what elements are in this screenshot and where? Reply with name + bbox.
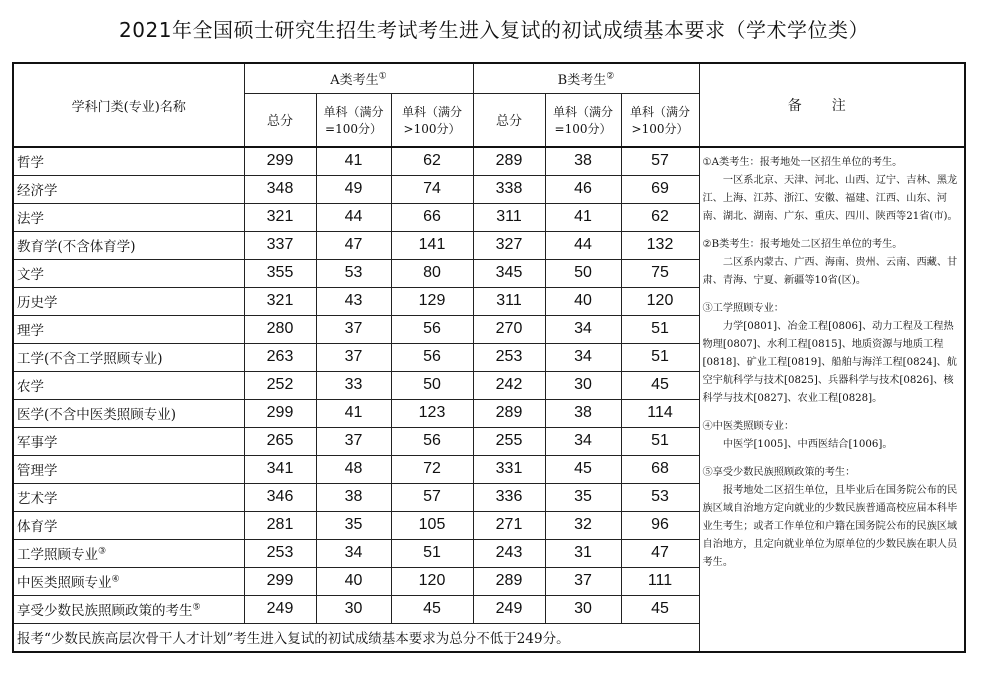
score-cell-a-total: 321 [244, 203, 316, 231]
score-cell-b-sgt: 120 [621, 287, 699, 315]
score-cell-b-total: 253 [473, 343, 545, 371]
table-row [13, 147, 965, 175]
score-cell-a-total: 341 [244, 455, 316, 483]
subject-name: 理学 [13, 315, 244, 343]
note-2-title: ②B类考生：报考地处二区招生单位的考生。 [702, 239, 903, 250]
score-cell-a-total: 348 [244, 175, 316, 203]
subject-name: 中医类照顾专业④ [13, 567, 244, 595]
subject-name: 享受少数民族照顾政策的考生⑤ [13, 595, 244, 623]
b-total-header: 总分 [473, 93, 545, 147]
subject-name: 工学(不含工学照顾专业) [13, 343, 244, 371]
score-cell-a-total: 299 [244, 399, 316, 427]
score-cell-a-s100: 43 [316, 287, 391, 315]
score-cell-a-total: 249 [244, 595, 316, 623]
score-cell-a-sgt: 51 [391, 539, 473, 567]
page-title: 2021年全国硕士研究生招生考试考生进入复试的初试成绩基本要求（学术学位类） [119, 18, 869, 42]
score-cell-b-s100: 38 [545, 147, 621, 175]
score-cell-b-total: 331 [473, 455, 545, 483]
score-cell-a-s100: 41 [316, 399, 391, 427]
score-cell-b-sgt: 45 [621, 371, 699, 399]
score-cell-a-s100: 33 [316, 371, 391, 399]
a-total-header: 总分 [244, 93, 316, 147]
note-5-body: 报考地处二区招生单位，且毕业后在国务院公布的民族区域自治地方定向就业的少数民族普通高校应届本科毕业生考生；或者工作单位和户籍在国务院公布的民族区域自治地方，且定向就业单位为原单位的少数民族在职人员考生。 [702, 485, 958, 568]
score-cell-a-s100: 48 [316, 455, 391, 483]
score-cell-b-total: 271 [473, 511, 545, 539]
score-cell-a-sgt: 66 [391, 203, 473, 231]
score-cell-b-s100: 32 [545, 511, 621, 539]
score-cell-a-total: 355 [244, 259, 316, 287]
score-cell-a-s100: 37 [316, 427, 391, 455]
subject-name: 教育学(不含体育学) [13, 231, 244, 259]
score-cell-a-sgt: 57 [391, 483, 473, 511]
subject-name: 军事学 [13, 427, 244, 455]
score-cell-b-s100: 31 [545, 539, 621, 567]
score-cell-b-sgt: 51 [621, 315, 699, 343]
score-cell-b-total: 270 [473, 315, 545, 343]
score-cell-a-s100: 47 [316, 231, 391, 259]
score-cell-a-total: 321 [244, 287, 316, 315]
score-cell-a-s100: 30 [316, 595, 391, 623]
score-cell-a-sgt: 62 [391, 147, 473, 175]
score-cell-b-total: 243 [473, 539, 545, 567]
score-cell-a-s100: 34 [316, 539, 391, 567]
score-cell-a-total: 265 [244, 427, 316, 455]
note-1-title: ①A类考生：报考地处一区招生单位的考生。 [702, 157, 903, 168]
subject-name: 体育学 [13, 511, 244, 539]
score-cell-b-s100: 35 [545, 483, 621, 511]
score-cell-b-sgt: 96 [621, 511, 699, 539]
score-cell-b-sgt: 51 [621, 343, 699, 371]
score-cell-a-total: 263 [244, 343, 316, 371]
score-cell-a-sgt: 120 [391, 567, 473, 595]
score-cell-b-sgt: 75 [621, 259, 699, 287]
score-cell-a-s100: 37 [316, 343, 391, 371]
score-cell-b-s100: 45 [545, 455, 621, 483]
score-cell-b-sgt: 47 [621, 539, 699, 567]
subject-name: 哲学 [13, 147, 244, 175]
score-cell-a-sgt: 129 [391, 287, 473, 315]
score-cell-a-sgt: 72 [391, 455, 473, 483]
score-cell-a-total: 346 [244, 483, 316, 511]
score-cell-a-s100: 40 [316, 567, 391, 595]
score-cell-b-s100: 50 [545, 259, 621, 287]
score-cell-b-sgt: 69 [621, 175, 699, 203]
score-cell-a-sgt: 56 [391, 315, 473, 343]
subject-name: 历史学 [13, 287, 244, 315]
score-cell-b-sgt: 132 [621, 231, 699, 259]
remarks-notes [699, 147, 965, 652]
score-cell-a-sgt: 50 [391, 371, 473, 399]
score-cell-b-s100: 34 [545, 343, 621, 371]
score-cell-b-s100: 34 [545, 427, 621, 455]
remarks-header: 备注 [699, 63, 965, 147]
score-cell-a-s100: 41 [316, 147, 391, 175]
score-cell-a-s100: 38 [316, 483, 391, 511]
a-single100-header: 单科（满分=100分） [316, 93, 391, 147]
score-cell-b-sgt: 57 [621, 147, 699, 175]
subject-name: 经济学 [13, 175, 244, 203]
score-cell-a-s100: 37 [316, 315, 391, 343]
score-cell-b-s100: 44 [545, 231, 621, 259]
score-cell-b-total: 338 [473, 175, 545, 203]
score-cell-a-s100: 49 [316, 175, 391, 203]
note-1-body: 一区系北京、天津、河北、山西、辽宁、吉林、黑龙江、上海、江苏、浙江、安徽、福建、江西、山东、河南、湖北、湖南、广东、重庆、四川、陕西等21省(市)。 [702, 175, 958, 222]
score-cell-b-total: 249 [473, 595, 545, 623]
score-cell-a-sgt: 123 [391, 399, 473, 427]
score-cell-b-sgt: 114 [621, 399, 699, 427]
score-cell-b-total: 289 [473, 399, 545, 427]
subject-name: 艺术学 [13, 483, 244, 511]
score-cell-a-sgt: 45 [391, 595, 473, 623]
score-cell-a-total: 253 [244, 539, 316, 567]
score-cell-b-sgt: 68 [621, 455, 699, 483]
subject-name: 管理学 [13, 455, 244, 483]
score-cell-b-s100: 40 [545, 287, 621, 315]
subject-header: 学科门类(专业)名称 [13, 63, 244, 147]
score-cell-b-total: 336 [473, 483, 545, 511]
score-cell-b-sgt: 111 [621, 567, 699, 595]
score-cell-b-s100: 46 [545, 175, 621, 203]
score-cell-a-total: 280 [244, 315, 316, 343]
subject-name: 医学(不含中医类照顾专业) [13, 399, 244, 427]
note-4-title: ④中医类照顾专业： [702, 421, 795, 432]
score-cell-a-total: 281 [244, 511, 316, 539]
score-cell-a-total: 299 [244, 567, 316, 595]
note-4-body: 中医学[1005]、中西医结合[1006]。 [722, 439, 893, 450]
score-cell-b-s100: 41 [545, 203, 621, 231]
score-cell-a-sgt: 141 [391, 231, 473, 259]
a-singlegt100-header: 单科（满分>100分） [391, 93, 473, 147]
score-table [12, 62, 966, 653]
score-cell-a-total: 252 [244, 371, 316, 399]
score-cell-a-sgt: 105 [391, 511, 473, 539]
group-b-header: B类考生② [473, 63, 699, 93]
subject-name: 法学 [13, 203, 244, 231]
score-cell-b-sgt: 62 [621, 203, 699, 231]
note-5-title: ⑤享受少数民族照顾政策的考生： [702, 467, 856, 478]
score-cell-b-total: 255 [473, 427, 545, 455]
score-cell-b-sgt: 51 [621, 427, 699, 455]
score-cell-b-s100: 30 [545, 371, 621, 399]
score-cell-a-s100: 53 [316, 259, 391, 287]
footnote: 报考“少数民族高层次骨干人才计划”考生进入复试的初试成绩基本要求为总分不低于249分。 [13, 623, 699, 652]
score-cell-a-s100: 35 [316, 511, 391, 539]
score-cell-b-sgt: 45 [621, 595, 699, 623]
score-cell-a-s100: 44 [316, 203, 391, 231]
score-cell-a-total: 299 [244, 147, 316, 175]
score-cell-b-s100: 38 [545, 399, 621, 427]
b-singlegt100-header: 单科（满分>100分） [621, 93, 699, 147]
b-single100-header: 单科（满分=100分） [545, 93, 621, 147]
score-cell-b-sgt: 53 [621, 483, 699, 511]
note-3-body: 力学[0801]、冶金工程[0806]、动力工程及工程热物理[0807]、水利工程[0815]、地质资源与地质工程[0818]、矿业工程[0819]、船舶与海洋工程[0824]、航空宇航科学与技术[0825]、兵器科学与技术[0826]、核科学与技术[0827]、农业工程[0828]。 [702, 321, 957, 404]
note-3-title: ③工学照顾专业： [702, 303, 784, 314]
score-cell-b-total: 289 [473, 147, 545, 175]
score-cell-b-s100: 37 [545, 567, 621, 595]
score-cell-b-total: 311 [473, 287, 545, 315]
score-cell-a-sgt: 74 [391, 175, 473, 203]
subject-name: 工学照顾专业③ [13, 539, 244, 567]
note-2-body: 二区系内蒙古、广西、海南、贵州、云南、西藏、甘肃、青海、宁夏、新疆等10省(区)。 [702, 257, 958, 286]
score-cell-b-total: 345 [473, 259, 545, 287]
score-cell-b-total: 311 [473, 203, 545, 231]
subject-name: 农学 [13, 371, 244, 399]
score-cell-b-total: 242 [473, 371, 545, 399]
score-cell-b-total: 289 [473, 567, 545, 595]
group-a-header: A类考生① [244, 63, 473, 93]
score-cell-b-s100: 30 [545, 595, 621, 623]
score-cell-a-sgt: 80 [391, 259, 473, 287]
score-cell-a-sgt: 56 [391, 343, 473, 371]
score-cell-b-total: 327 [473, 231, 545, 259]
subject-name: 文学 [13, 259, 244, 287]
score-cell-b-s100: 34 [545, 315, 621, 343]
score-cell-a-total: 337 [244, 231, 316, 259]
score-cell-a-sgt: 56 [391, 427, 473, 455]
